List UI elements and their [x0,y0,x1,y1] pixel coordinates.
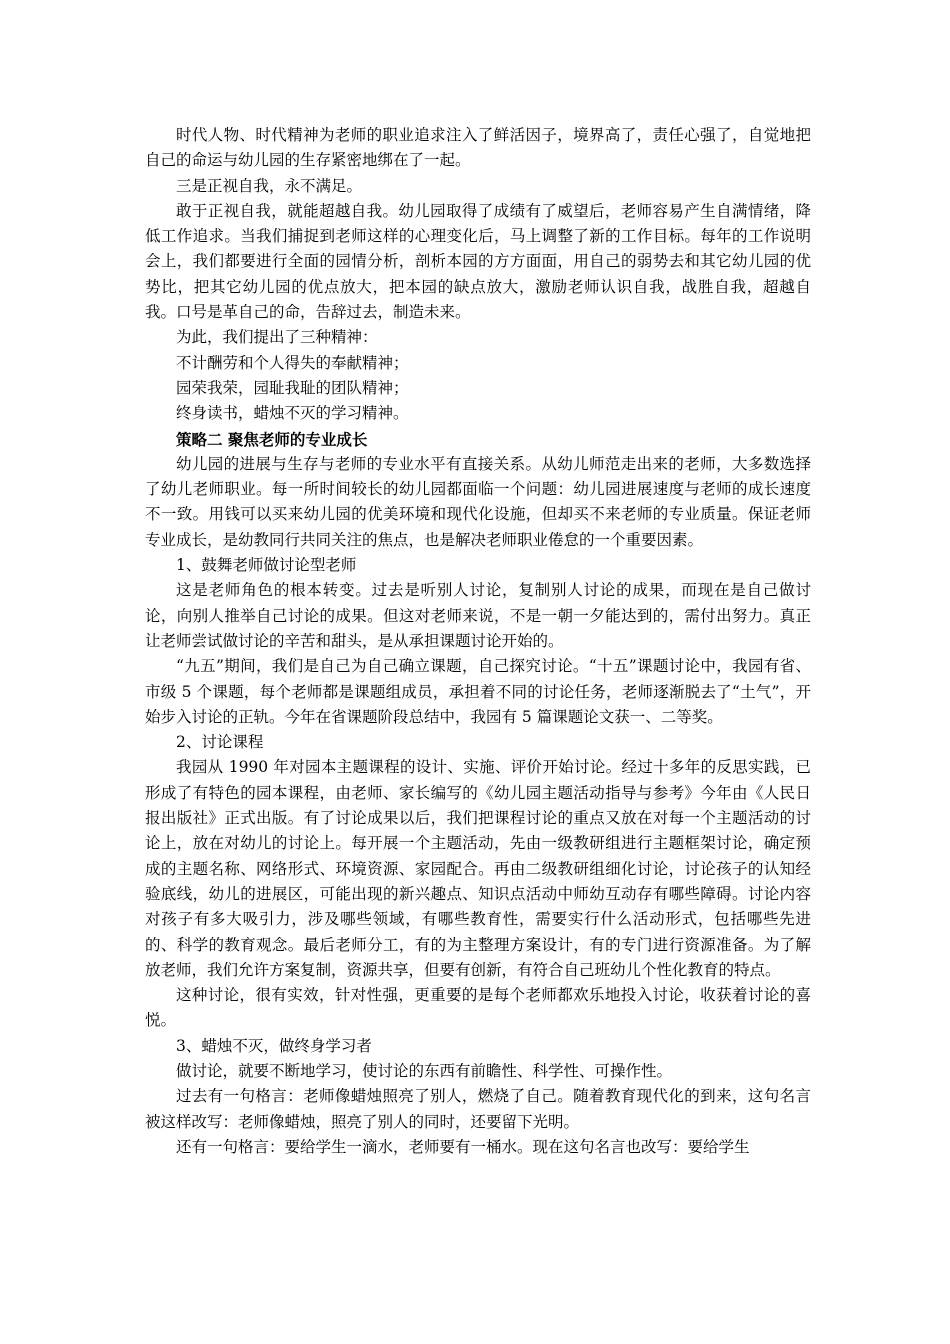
paragraph: 还有一句格言：要给学生一滴水，老师要有一桶水。现在这句名言也改写：要给学生 [176,1137,750,1156]
paragraph: 这是老师角色的根本转变。过去是听别人讨论，复制别人讨论的成果，而现在是自己做讨论，向别人推举自己讨论的成果。但这对老师来说，不是一朝一夕能达到的，需付出努力。真正让老师尝试做讨论的辛苦和甜头，是从承担课题讨论开始的。 [145,581,811,650]
section-heading: 策略二 聚焦老师的专业成长 [176,429,368,449]
paragraph: 这种讨论，很有实效，针对性强，更重要的是每个老师都欢乐地投入讨论，收获着讨论的喜悦。 [145,986,811,1030]
paragraph: “九五”期间，我们是自己为自己确立课题，自己探究讨论。“十五”课题讨论中，我园有省、市级 5 个课题，每个老师都是课题组成员，承担着不同的讨论任务，老师逐渐脱去了“土气”，开始步入讨论的正轨。今年在省课题阶段总结中，我园有 5 篇课题论文获一、二等奖。 [145,657,811,726]
subheading: 1、鼓舞老师做讨论型老师 [176,556,357,575]
paragraph: 敢于正视自我，就能超越自我。幼儿园取得了成绩有了威望后，老师容易产生自满情绪，降低工作追求。当我们捕捉到老师这样的心理变化后，马上调整了新的工作目标。每年的工作说明会上，我们都要进行全面的园情分析，剖析本园的方方面面，用自己的弱势去和其它幼儿园的优势比，把其它幼儿园的优点放大，把本园的缺点放大，激励老师认识自我，战胜自我，超越自我。口号是革自己的命，告辞过去，制造未来。 [145,201,811,322]
list-item: 不计酬劳和个人得失的奉献精神； [176,353,409,372]
subheading: 2、讨论课程 [176,733,264,752]
paragraph: 做讨论，就要不断地学习，使讨论的东西有前瞻性、科学性、可操作性。 [176,1061,673,1080]
paragraph: 我园从 1990 年对园本主题课程的设计、实施、评价开始讨论。经过十多年的反思实践，已形成了有特色的园本课程，由老师、家长编写的《幼儿园主题活动指导与参考》今年由《人民日报出版社》正式出版。有了讨论成果以后，我们把课程讨论的重点又放在对每一个主题活动的讨论上，放在对幼儿的讨论上。每开展一个主题活动，先由一级教研组进行主题框架讨论，确定预成的主题名称、网络形式、环境资源、家园配合。再由二级教研组细化讨论，讨论孩子的认知经验底线，幼儿的进展区，可能出现的新兴趣点、知识点活动中师幼互动存有哪些障碍。讨论内容对孩子有多大吸引力，涉及哪些领域，有哪些教育性，需要实行什么活动形式，包括哪些先进的、科学的教育观念。最后老师分工，有的为主整理方案设计，有的专门进行资源准备。为了解放老师，我们允许方案复制，资源共享，但要有创新，有符合自己班幼儿个性化教育的特点。 [145,758,811,979]
document-page [145,123,811,1160]
paragraph: 幼儿园的进展与生存与老师的专业水平有直接关系。从幼儿师范走出来的老师，大多数选择了幼儿老师职业。每一所时间较长的幼儿园都面临一个问题：幼儿园进展速度与老师的成长速度不一致。用钱可以买来幼儿园的优美环境和现代化设施，但却买不来老师的专业质量。保证老师专业成长，是幼教同行共同关注的焦点，也是解决老师职业倦怠的一个重要因素。 [145,454,811,549]
subheading: 3、蜡烛不灭，做终身学习者 [176,1036,372,1055]
paragraph: 过去有一句格言：老师像蜡烛照亮了别人，燃烧了自己。随着教育现代化的到来，这句名言被这样改写：老师像蜡烛，照亮了别人的同时，还要留下光明。 [145,1087,811,1131]
paragraph: 三是正视自我，永不满足。 [176,176,363,195]
list-item: 终身读书，蜡烛不灭的学习精神。 [176,404,409,423]
paragraph: 为此，我们提出了三种精神： [176,328,378,347]
paragraph: 时代人物、时代精神为老师的职业追求注入了鲜活因子，境界高了，责任心强了，自觉地把自己的命运与幼儿园的生存紧密地绑在了一起。 [145,126,811,170]
list-item: 园荣我荣，园耻我耻的团队精神； [176,378,409,397]
